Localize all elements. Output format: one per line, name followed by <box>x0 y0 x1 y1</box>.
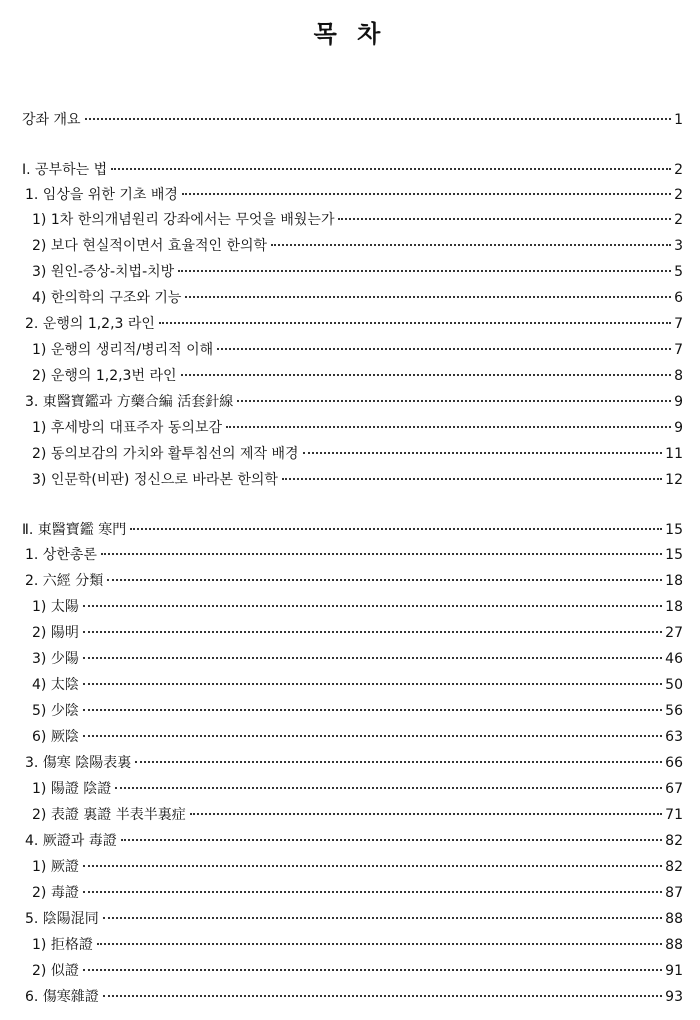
toc-entry-label: 6) 厥陰 <box>32 729 79 745</box>
toc-leader-dots <box>83 735 662 737</box>
toc-leader-dots <box>282 478 662 480</box>
toc-entry-label: 4) 한의학의 구조와 기능 <box>32 290 182 306</box>
toc-entry <box>25 392 683 412</box>
toc-entry-label: 3) 인문학(비판) 정신으로 바라본 한의학 <box>32 472 278 488</box>
toc-entry-page: 46 <box>665 651 683 667</box>
toc-leader-dots <box>83 969 662 971</box>
toc-entry-label: 2) 운행의 1,2,3번 라인 <box>32 368 177 384</box>
toc-leader-dots <box>83 657 662 659</box>
toc-entry <box>32 444 683 464</box>
toc-entry <box>32 961 683 981</box>
toc-entry-label: 3. 傷寒 陰陽表裏 <box>25 755 132 771</box>
toc-entry-page: 7 <box>674 316 683 332</box>
page-title: 목 차 <box>313 20 387 48</box>
toc-entry <box>32 727 683 747</box>
toc-leader-dots <box>103 917 662 919</box>
toc-leader-dots <box>97 943 662 945</box>
toc-entry <box>32 623 683 643</box>
toc-entry-label: 2) 보다 현실적이면서 효율적인 한의학 <box>32 238 268 254</box>
toc-leader-dots <box>159 322 671 324</box>
toc-entry-page: 71 <box>665 807 683 823</box>
toc-leader-dots <box>121 839 662 841</box>
toc-entry-page: 66 <box>665 755 683 771</box>
toc-entry-label: 4. 厥證과 毒證 <box>25 833 117 849</box>
toc-entry-label: 1) 拒格證 <box>32 937 93 953</box>
toc-entry <box>32 597 683 617</box>
toc-entry-page: 2 <box>674 162 683 178</box>
toc-entry-page: 9 <box>674 394 683 410</box>
toc-entry-page: 87 <box>665 885 683 901</box>
toc-entry-label: 강좌 개요 <box>22 112 81 128</box>
toc-entry-label: 2) 似證 <box>32 963 79 979</box>
toc-entry-label: 5. 陰陽混同 <box>25 911 99 927</box>
toc-entry <box>25 571 683 591</box>
toc-leader-dots <box>271 244 671 246</box>
toc-entry-page: 9 <box>674 420 683 436</box>
toc-entry <box>32 366 683 386</box>
toc-entry <box>22 110 683 130</box>
toc-entry-page: 88 <box>665 911 683 927</box>
toc-leader-dots <box>135 761 662 763</box>
toc-leader-dots <box>182 193 671 195</box>
toc-entry <box>32 857 683 877</box>
toc-leader-dots <box>115 787 662 789</box>
toc-entry-page: 18 <box>665 573 683 589</box>
toc-leader-dots <box>83 891 662 893</box>
toc-leader-dots <box>237 400 671 402</box>
toc-leader-dots <box>101 553 662 555</box>
toc-entry-page: 50 <box>665 677 683 693</box>
toc-entry-page: 93 <box>665 989 683 1005</box>
toc-entry-page: 15 <box>665 547 683 563</box>
toc-leader-dots <box>338 218 671 220</box>
toc-leader-dots <box>185 296 671 298</box>
toc-entry <box>25 831 683 851</box>
toc-entry-page: 2 <box>674 212 683 228</box>
toc-entry-page: 7 <box>674 342 683 358</box>
toc-entry-page: 8 <box>674 368 683 384</box>
toc-entry <box>25 753 683 773</box>
toc-entry <box>25 545 683 565</box>
toc-entry-label: 1) 陽證 陰證 <box>32 781 112 797</box>
toc-leader-dots <box>103 995 662 997</box>
toc-entry <box>32 805 683 825</box>
toc-leader-dots <box>83 709 662 711</box>
toc-leader-dots <box>130 528 662 530</box>
toc-entry <box>32 935 683 955</box>
toc-leader-dots <box>111 168 671 170</box>
toc-entry-page: 15 <box>665 522 683 538</box>
toc-entry-page: 3 <box>674 238 683 254</box>
toc-entry-page: 18 <box>665 599 683 615</box>
toc-leader-dots <box>83 683 662 685</box>
toc-leader-dots <box>85 118 672 120</box>
toc-leader-dots <box>107 579 662 581</box>
toc-entry <box>25 987 683 1007</box>
toc-entry <box>22 160 683 180</box>
toc-entry-label: 1) 후세방의 대표주자 동의보감 <box>32 420 223 436</box>
toc-entry-label: 2) 동의보감의 가치와 활투침선의 제작 배경 <box>32 446 299 462</box>
toc-leader-dots <box>83 865 662 867</box>
toc-entry <box>32 779 683 799</box>
toc-entry-label: 1) 太陽 <box>32 599 79 615</box>
toc-entry-label: 1. 임상을 위한 기초 배경 <box>25 187 178 203</box>
toc-entry <box>32 470 683 490</box>
toc-leader-dots <box>178 270 671 272</box>
toc-entry-label: 2) 陽明 <box>32 625 79 641</box>
toc-entry-label: 2) 表證 裏證 半表半裏症 <box>32 807 186 823</box>
toc-entry-label: 3) 少陽 <box>32 651 79 667</box>
toc-leader-dots <box>226 426 671 428</box>
toc-entry-page: 12 <box>665 472 683 488</box>
toc-entry-page: 63 <box>665 729 683 745</box>
toc-leader-dots <box>181 374 672 376</box>
toc-entry-label: 4) 太陰 <box>32 677 79 693</box>
toc-entry-page: 5 <box>674 264 683 280</box>
toc-leader-dots <box>217 348 671 350</box>
toc-entry-page: 67 <box>665 781 683 797</box>
toc-entry <box>25 314 683 334</box>
toc-entry-label: Ⅰ. 공부하는 법 <box>22 162 108 178</box>
toc-entry-page: 82 <box>665 833 683 849</box>
toc-entry-page: 88 <box>665 937 683 953</box>
toc-entry-label: 3. 東醫寶鑑과 方藥合編 活套針線 <box>25 394 234 410</box>
toc-entry-label: 1. 상한총론 <box>25 547 97 563</box>
toc-entry-label: 3) 원인-증상-치법-치방 <box>32 264 175 280</box>
toc-entry <box>32 288 683 308</box>
toc-entry <box>32 340 683 360</box>
toc-entry <box>32 236 683 256</box>
toc-entry-label: 2. 운행의 1,2,3 라인 <box>25 316 155 332</box>
toc-entry-label: 1) 운행의 생리적/병리적 이해 <box>32 342 214 358</box>
toc-entry <box>32 649 683 669</box>
toc-entry <box>25 909 683 929</box>
toc-entry-page: 2 <box>674 187 683 203</box>
toc-entry <box>32 418 683 438</box>
toc-entry-page: 91 <box>665 963 683 979</box>
toc-entry <box>32 883 683 903</box>
toc-entry-label: 1) 厥證 <box>32 859 79 875</box>
toc-entry-page: 82 <box>665 859 683 875</box>
toc-entry-label: 2. 六經 分類 <box>25 573 104 589</box>
toc-entry <box>32 675 683 695</box>
toc-entry-label: Ⅱ. 東醫寶鑑 寒門 <box>22 522 127 538</box>
toc-entry-label: 2) 毒證 <box>32 885 79 901</box>
toc-entry <box>32 701 683 721</box>
toc-entry <box>22 520 683 540</box>
toc-leader-dots <box>83 631 662 633</box>
toc-entry <box>32 210 683 230</box>
toc-entry-label: 1) 1차 한의개념원리 강좌에서는 무엇을 배웠는가 <box>32 212 335 228</box>
toc-entry-page: 56 <box>665 703 683 719</box>
toc-entry <box>32 262 683 282</box>
toc-entry-label: 5) 少陰 <box>32 703 79 719</box>
toc-entry <box>25 185 683 205</box>
toc-entry-page: 11 <box>665 446 683 462</box>
toc-leader-dots <box>190 813 662 815</box>
toc-leader-dots <box>83 605 662 607</box>
toc-entry-page: 6 <box>674 290 683 306</box>
toc-entry-page: 1 <box>674 112 683 128</box>
toc-entry-page: 27 <box>665 625 683 641</box>
toc-entry-label: 6. 傷寒雜證 <box>25 989 99 1005</box>
toc-leader-dots <box>303 452 663 454</box>
